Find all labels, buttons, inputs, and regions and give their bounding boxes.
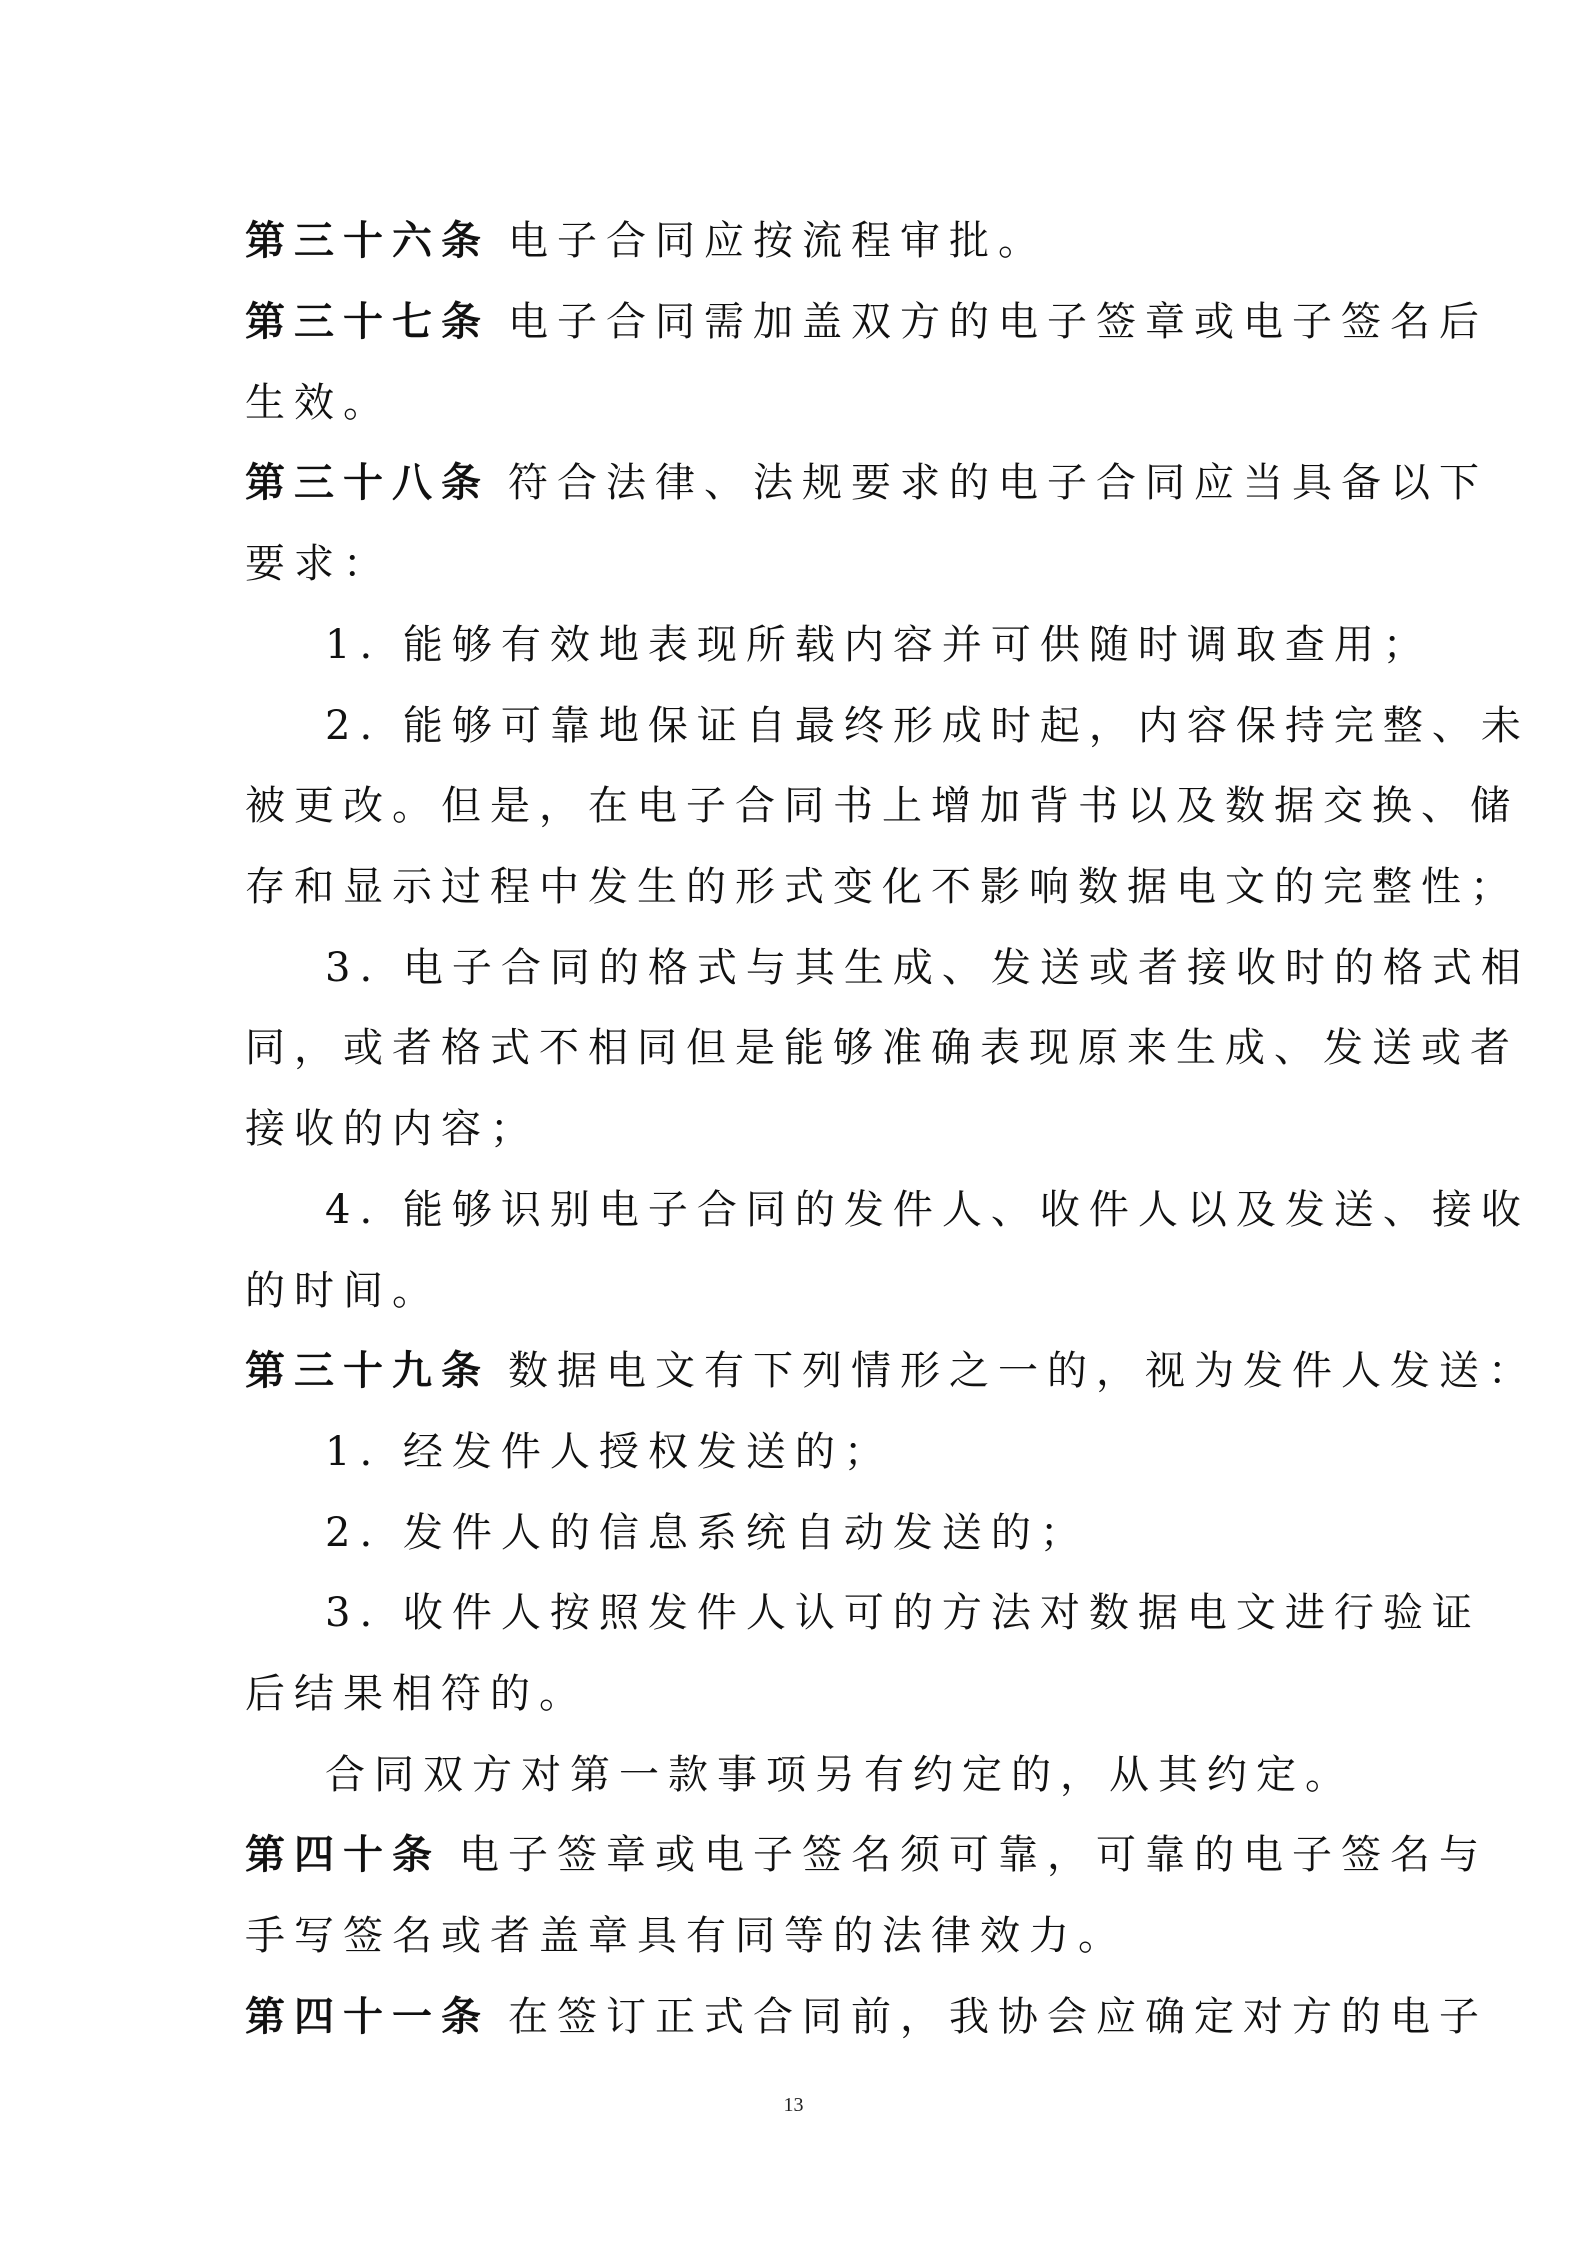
article-38-item-3-line-2: 同，或者格式不相同但是能够准确表现原来生成、发送或者: [245, 1025, 1519, 1071]
article-38-text-line-1: 符合法律、法规要求的电子合同应当具备以下: [508, 460, 1488, 506]
article-39-text-line-1: 数据电文有下列情形之一的，视为发件人发送：: [508, 1348, 1537, 1394]
article-39-item-1: 1. 经发件人授权发送的；: [325, 1429, 893, 1475]
article-40-number: 第四十条: [245, 1832, 441, 1878]
article-39-paragraph-2: 合同双方对第一款事项另有约定的，从其约定。: [325, 1752, 1354, 1798]
article-38-item-4-line-1: 4. 能够识别电子合同的发件人、收件人以及发送、接收: [325, 1187, 1530, 1233]
article-38-item-1: 1. 能够有效地表现所载内容并可供随时调取查用；: [325, 622, 1432, 668]
article-41: [245, 1977, 1488, 2057]
article-38-number: 第三十八条: [245, 460, 490, 506]
article-38-item-3-line-3: 接收的内容；: [245, 1106, 539, 1152]
article-38-item-2-line-3: 存和显示过程中发生的形式变化不影响数据电文的完整性；: [245, 864, 1519, 910]
article-37-line-2: 生效。: [245, 380, 392, 426]
article-37-text-line-1: 电子合同需加盖双方的电子签章或电子签名后: [508, 299, 1488, 345]
article-39-item-3-line-1: 3. 收件人按照发件人认可的方法对数据电文进行验证: [325, 1590, 1481, 1636]
article-41-text-line-1: 在签订正式合同前，我协会应确定对方的电子: [508, 1994, 1488, 2040]
page-number: 13: [783, 2094, 804, 2116]
article-36-number: 第三十六条: [245, 218, 490, 264]
article-38-item-4-line-2: 的时间。: [245, 1268, 441, 1314]
article-37-number: 第三十七条: [245, 299, 490, 345]
article-38-item-3-line-1: 3. 电子合同的格式与其生成、发送或者接收时的格式相: [325, 945, 1530, 991]
article-36: [245, 201, 1355, 281]
article-40: [245, 1815, 1488, 1895]
article-38: [245, 443, 1488, 523]
article-38-item-2-line-2: 被更改。但是，在电子合同书上增加背书以及数据交换、储: [245, 783, 1519, 829]
article-38-item-2-line-1: 2. 能够可靠地保证自最终形成时起，内容保持完整、未: [325, 703, 1530, 749]
article-36-text: 电子合同应按流程审批。: [508, 218, 1047, 264]
article-38-line-2: 要求：: [245, 541, 392, 587]
article-41-number: 第四十一条: [245, 1994, 490, 2040]
article-39: [245, 1331, 1537, 1411]
article-39-item-3-line-2: 后结果相符的。: [245, 1671, 588, 1717]
article-40-text-line-1: 电子签章或电子签名须可靠，可靠的电子签名与: [459, 1832, 1488, 1878]
article-37: [245, 282, 1488, 362]
article-39-item-2: 2. 发件人的信息系统自动发送的；: [325, 1510, 1089, 1556]
article-40-line-2: 手写签名或者盖章具有同等的法律效力。: [245, 1913, 1127, 1959]
article-39-number: 第三十九条: [245, 1348, 490, 1394]
